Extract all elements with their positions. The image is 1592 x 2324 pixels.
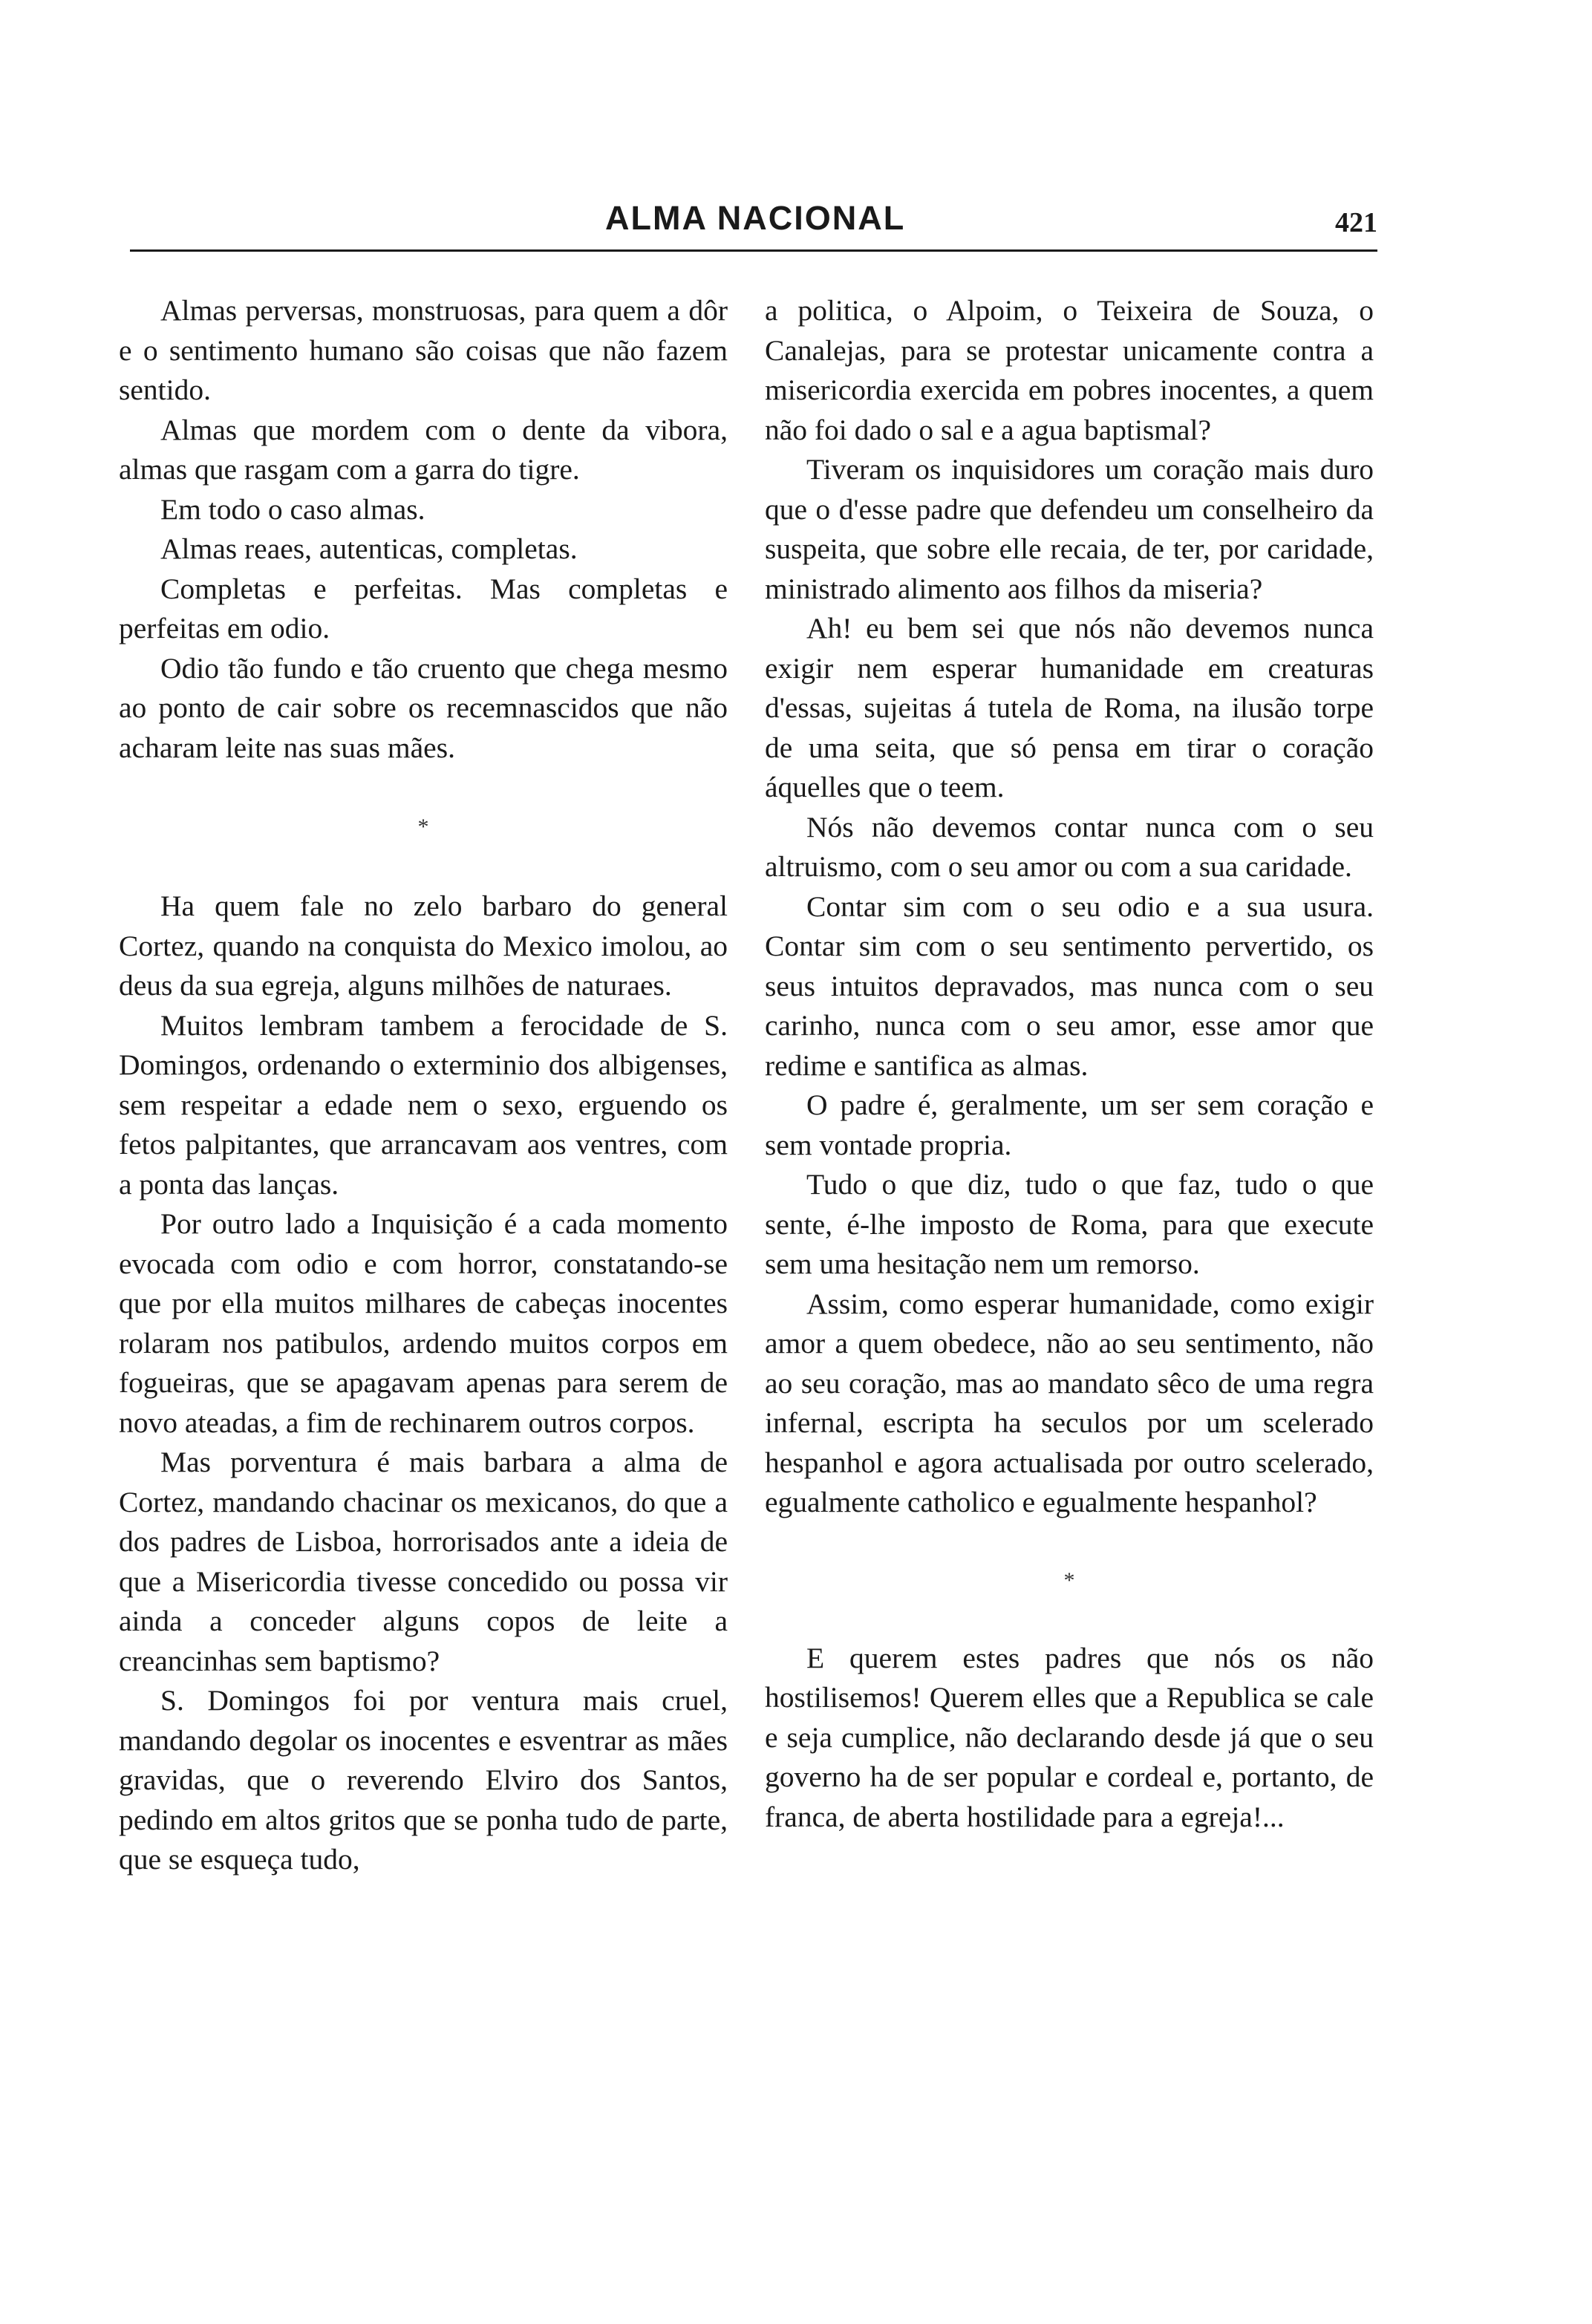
paragraph: Por outro lado a Inquisição é a cada momento evocada com odio e com horror, constatando-se que por ella muitos milhares de cabeças inocentes rolaram nos patibulos, ardendo muitos corpos em fogueiras, que se apagavam apenas para serem de novo ateadas, a fim de rechinarem outros corpos.	[119, 1207, 728, 1439]
paragraph-continued: a politica, o Alpoim, o Teixeira de Souza, o Canalejas, para se protestar unicamente contra a misericordia exercida em pobres inocentes, a quem não foi dado o sal e a agua baptismal?	[765, 294, 1374, 446]
paragraph: Ha quem fale no zelo barbaro do general Cortez, quando na conquista do Mexico imolou, ao deus da sua egreja, alguns milhões de naturaes.	[119, 890, 728, 1002]
paragraph: Odio tão fundo e tão cruento que chega mesmo ao ponto de cair sobre os recemnascidos que não acharam leite nas suas mães.	[119, 651, 728, 764]
paragraph: Tudo o que diz, tudo o que faz, tudo o que sente, é-lhe imposto de Roma, para que execute sem uma hesitação nem um remorso.	[765, 1168, 1374, 1280]
header-rule	[130, 249, 1377, 252]
paragraph: E querem estes padres que nós os não hostilisemos! Querem elles que a Republica se cale e seja cumplice, não declarando desde já que o seu governo ha de ser popular e cordeal e, portanto, de franca, de aberta hostilidade para a egreja!...	[765, 1641, 1374, 1833]
paragraph: Completas e perfeitas. Mas completas e perfeitas em odio.	[119, 572, 728, 644]
right-column	[765, 291, 1374, 1837]
paragraph: Contar sim com o seu odio e a sua usura. Contar sim com o seu sentimento pervertido, os seus intuitos depravados, mas nunca com o seu carinho, nunca com o seu amor, esse amor que redime e santifica as almas.	[765, 890, 1374, 1082]
paragraph: Almas reaes, autenticas, completas.	[160, 532, 578, 565]
left-column	[119, 291, 728, 1880]
page-header	[130, 192, 1377, 244]
paragraph: Almas perversas, monstruosas, para quem a dôr e o sentimento humano são coisas que não fazem sentido.	[119, 294, 728, 406]
section-separator: *	[417, 815, 429, 839]
paragraph: Almas que mordem com o dente da vibora, almas que rasgam com a garra do tigre.	[119, 413, 728, 486]
running-title: ALMA NACIONAL	[605, 199, 906, 237]
paragraph: Muitos lembram tambem a ferocidade de S. Domingos, ordenando o exterminio dos albigenses, sem respeitar a edade nem o sexo, erguendo os fetos palpitantes, que arrancavam aos ventres, com a ponta das lanças.	[119, 1008, 728, 1201]
paragraph: Mas porventura é mais barbara a alma de Cortez, mandando chacinar os mexicanos, do que a dos padres de Lisboa, horrorisados ante a ideia de que a Misericordia tivesse concedido ou possa vir ainda a conceder alguns copos de leite a creancinhas sem baptismo?	[119, 1446, 728, 1677]
page-number: 421	[1335, 207, 1377, 238]
paragraph: O padre é, geralmente, um ser sem coração e sem vontade propria.	[765, 1088, 1374, 1161]
paragraph: Nós não devemos contar nunca com o seu altruismo, com o seu amor ou com a sua caridade.	[765, 810, 1374, 883]
paragraph: Assim, como esperar humanidade, como exigir amor a quem obedece, não ao seu sentimento, não ao seu coração, mas ao mandato sêco de uma regra infernal, escripta ha seculos por um scelerado hespanhol e agora actualisada por outro scelerado, egualmente catholico e egualmente hespanhol?	[765, 1287, 1374, 1518]
section-separator: *	[1063, 1567, 1075, 1593]
paragraph: Em todo o caso almas.	[160, 492, 425, 526]
paragraph: Ah! eu bem sei que nós não devemos nunca exigir nem esperar humanidade em creaturas d'essas, sujeitas á tutela de Roma, na ilusão torpe de uma seita, que só pensa em tirar o coração áquelles que o teem.	[765, 612, 1374, 803]
paragraph: S. Domingos foi por ventura mais cruel, mandando degolar os inocentes e esventrar as mães gravidas, que o reverendo Elviro dos Santos, pedindo em altos gritos que se ponha tudo de parte, que se esqueça tudo,	[119, 1684, 728, 1876]
paragraph: Tiveram os inquisidores um coração mais duro que o d'esse padre que defendeu um conselheiro da suspeita, que sobre elle recaia, de ter, por caridade, ministrado alimento aos filhos da miseria?	[765, 453, 1374, 605]
